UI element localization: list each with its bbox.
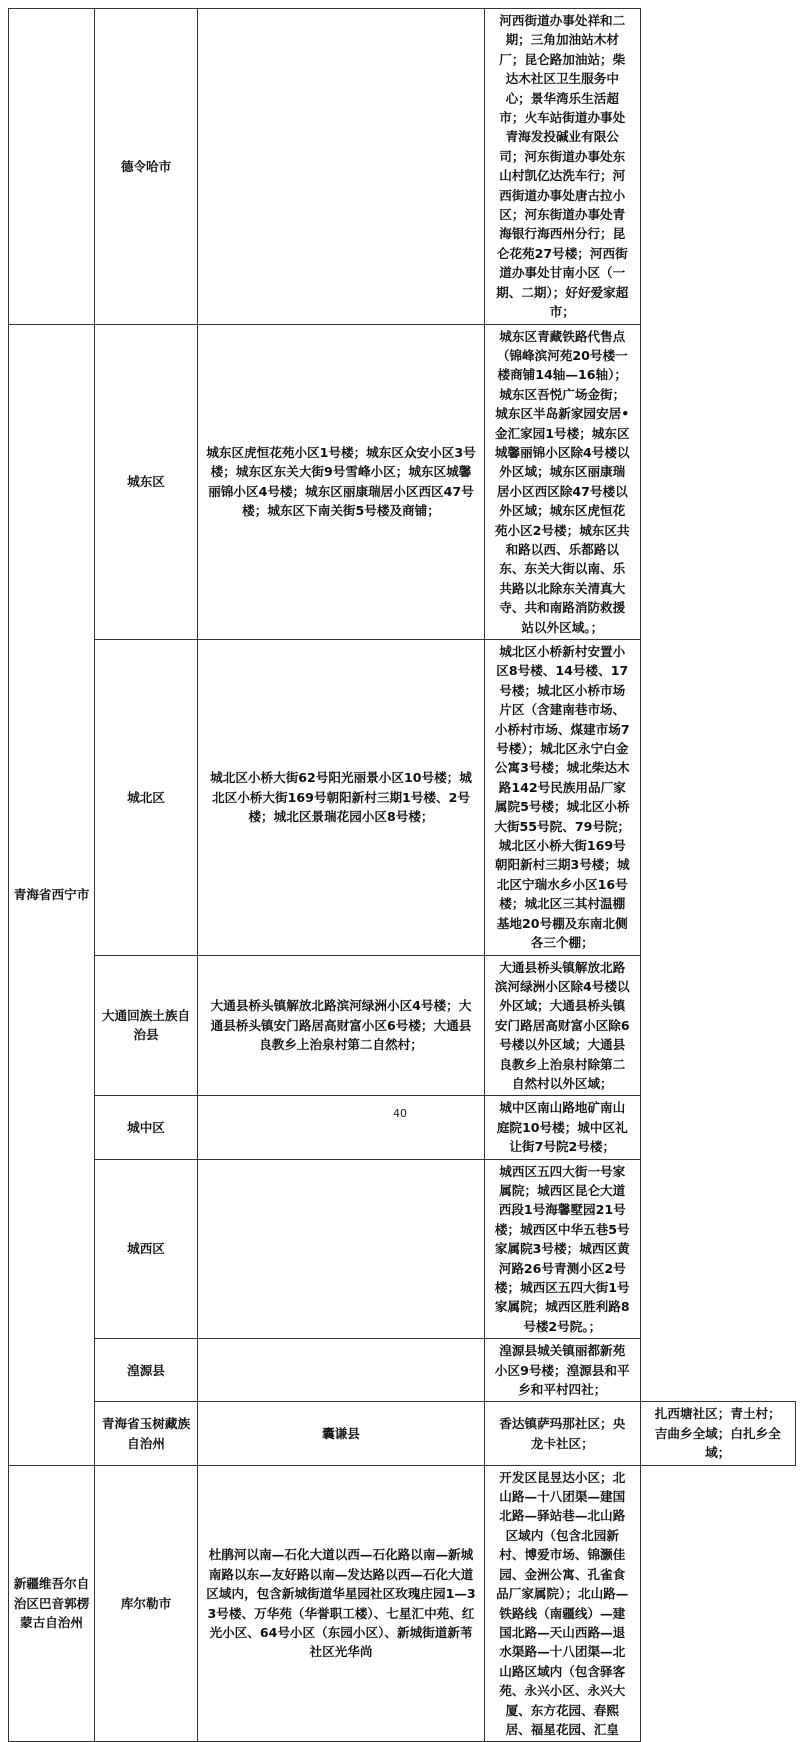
city-cell: 湟源县 [95,1339,198,1402]
mid-risk-cell: 城东区青藏铁路代售点（锦峰滨河苑20号楼一楼商铺14轴—16轴）；城东区吾悦广场金街；城东区半岛新家园安居•金汇家园1号楼；城东区城馨丽锦小区除4号楼以外区域；城东区丽康瑞居小区西区除47号楼以外区域；城东区虎恒花苑小区2号楼；城东区共和路以西、乐都路以东、东关大街以南、乐共路以北除东关清真大寺、共和南路消防救援站以外区域。； [485,324,641,640]
mid-risk-cell: 城北区小桥新村安置小区8号楼、14号楼、17号楼；城北区小桥市场片区（含建南巷市场、小桥村市场、煤建市场7号楼）；城北区永宁白金公寓3号楼；城北柴达木路142号民族用品厂家属院5号楼；城北区小桥大街55号院、79号院；城北区小桥大街169号朝阳新村三期3号楼；城北区宁瑞水乡小区16号楼；城北区三其村温棚基地20号棚及东南北侧各三个棚； [485,640,641,956]
city-cell: 城西区 [95,1159,198,1339]
mid-risk-cell: 开发区昆昱达小区；北山路—十八团渠—建国北路—驿站巷—北山路区域内（包含北园新村、博爱市场、锦灏佳园、金洲公寓、孔雀食品厂家属院）；北山路—铁路线（南疆线）—建国北路—天山西路—退水渠路—十八团渠—北山路区域内（包含驿客苑、永兴小区、永兴大厦、东方花园、春熙居、福星花园、汇皇 [485,1465,641,1742]
high-risk-cell: 城北区小桥大街62号阳光丽景小区10号楼；城北区小桥大街169号朝阳新村三期1号楼、2号楼；城北区景瑞花园小区8号楼； [198,640,485,956]
mid-risk-cell: 大通县桥头镇解放北路滨河绿洲小区除4号楼以外区域；大通县桥头镇安门路居高财富小区除6号楼以外区域；大通县良教乡上治泉村除第二自然村以外区域； [485,955,641,1096]
table-row [9,1402,796,1465]
province-cell: 青海省西宁市 [9,324,95,1465]
high-risk-cell [198,1159,485,1339]
city-cell: 囊谦县 [198,1402,485,1465]
city-cell: 德令哈市 [95,9,198,325]
high-risk-cell [198,1339,485,1402]
mid-risk-cell: 城中区南山路地矿南山庭院10号楼；城中区礼让街7号院2号楼； [485,1096,641,1159]
mid-risk-cell: 城西区五四大街一号家属院；城西区昆仑大道西段1号海馨墅园21号楼；城西区中华五巷5号家属院3号楼；城西区黄河路26号青测小区2号楼；城西区五四大街1号家属院；城西区胜利路8号楼2号院。； [485,1159,641,1339]
province-cell [9,9,95,325]
high-risk-cell: 杜鹃河以南—石化大道以西—石化路以南—新城南路以东—友好路以南—发达路以西—石化大道区域内，包含新城街道华星园社区玫瑰庄园1—33号楼、万华苑（华誉职工楼）、七星汇中苑、红光小区、64号小区（东园小区）、新城街道新苇社区光华尚 [198,1465,485,1742]
page-number: 40 [393,1107,407,1120]
mid-risk-cell: 河西街道办事处祥和二期；三角加油站木材厂；昆仑路加油站；柴达木社区卫生服务中心；景华湾乐生活超市；火车站街道办事处青海发投碱业有限公司；河东街道办事处东山村凯亿达洗车行；河西街道办事处唐古拉小区；河东街道办事处青海银行海西州分行；昆仑花苑27号楼；河西街道办事处甘南小区（一期、二期）；好好爱家超市； [485,9,641,325]
high-risk-cell [198,1096,485,1159]
city-cell: 城中区 [95,1096,198,1159]
city-cell: 库尔勒市 [95,1465,198,1742]
high-risk-cell: 城东区虎恒花苑小区1号楼；城东区众安小区3号楼；城东区东关大街9号雪峰小区；城东区城馨丽锦小区4号楼；城东区丽康瑞居小区西区47号楼；城东区下南关街5号楼及商铺； [198,324,485,640]
province-cell: 青海省玉树藏族自治州 [95,1402,198,1465]
high-risk-cell: 大通县桥头镇解放北路滨河绿洲小区4号楼；大通县桥头镇安门路居高财富小区6号楼；大通县良教乡上治泉村第二自然村； [198,955,485,1096]
province-cell: 新疆维吾尔自治区巴音郭楞蒙古自治州 [9,1465,95,1742]
city-cell: 大通回族土族自治县 [95,955,198,1096]
mid-risk-cell: 湟源县城关镇丽都新苑小区9号楼；湟源县和平乡和平村四社； [485,1339,641,1402]
table-row [9,955,796,1096]
high-risk-cell: 香达镇萨玛那社区；央龙卡社区； [485,1402,641,1465]
city-cell: 城东区 [95,324,198,640]
table-row [9,640,796,956]
mid-risk-cell: 扎西塘社区；青土村；吉曲乡全域；白扎乡全域； [640,1402,796,1465]
table-row [9,324,796,640]
risk-area-table [8,8,796,1742]
table-row [9,1339,796,1402]
table-row [9,1159,796,1339]
table-row [9,1465,796,1742]
high-risk-cell [198,9,485,325]
table-row [9,9,796,325]
city-cell: 城北区 [95,640,198,956]
table-row [9,1096,796,1159]
